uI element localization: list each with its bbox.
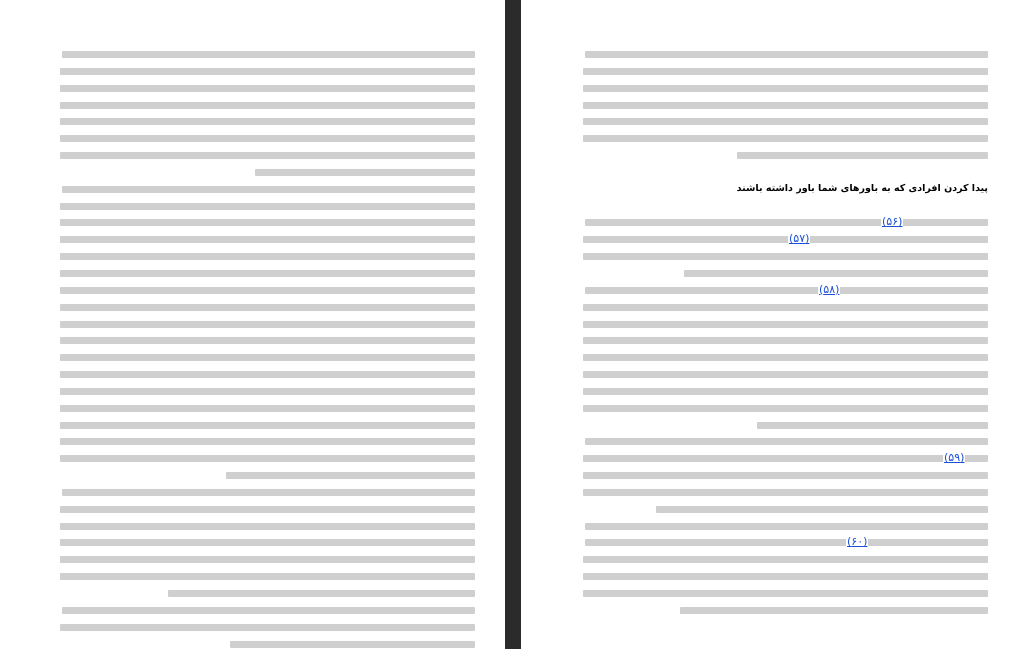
text-line-placeholder [583, 236, 988, 243]
text-line [60, 602, 475, 619]
text-line-placeholder [583, 489, 988, 496]
right-page-text [583, 46, 988, 619]
text-line-placeholder [583, 118, 988, 125]
text-line [60, 299, 475, 316]
page-gutter [505, 0, 521, 649]
footnote-link[interactable]: (۵۸) [819, 282, 840, 296]
text-line-placeholder [583, 253, 988, 260]
text-line [60, 433, 475, 450]
text-line [583, 551, 988, 568]
text-line [60, 383, 475, 400]
text-line [60, 265, 475, 282]
text-line-placeholder [60, 270, 475, 277]
text-line-placeholder [60, 388, 475, 395]
footnote-link[interactable]: (۵۶) [882, 215, 903, 229]
right-paragraph-1 [583, 214, 988, 281]
text-line-placeholder [680, 607, 988, 614]
text-line-placeholder [583, 590, 988, 597]
text-line [583, 585, 988, 602]
text-line [60, 349, 475, 366]
text-line-placeholder [60, 455, 475, 462]
right-body [583, 214, 988, 618]
text-line-placeholder [60, 337, 475, 344]
text-line-placeholder [60, 573, 475, 580]
right-paragraph-4 [583, 518, 988, 535]
text-line [60, 534, 475, 551]
text-line [60, 636, 475, 649]
text-line-placeholder [60, 152, 475, 159]
text-line [583, 534, 988, 551]
text-line-placeholder [62, 51, 475, 58]
text-line-placeholder [583, 135, 988, 142]
text-line [583, 400, 988, 417]
footnote-link[interactable]: (۵۷) [789, 232, 810, 246]
text-line-placeholder [60, 438, 475, 445]
text-line [60, 366, 475, 383]
left-paragraph-4 [60, 602, 475, 649]
text-line-placeholder [60, 219, 475, 226]
text-line [583, 63, 988, 80]
text-line-placeholder [226, 472, 475, 479]
text-line-placeholder [60, 287, 475, 294]
text-line [583, 80, 988, 97]
text-line [60, 97, 475, 114]
text-line-placeholder [757, 422, 988, 429]
text-line-placeholder [583, 68, 988, 75]
heading-spacer-top [583, 164, 988, 181]
text-line [583, 366, 988, 383]
text-line-placeholder [60, 354, 475, 361]
text-line [583, 231, 988, 248]
text-line [583, 46, 988, 63]
text-line [583, 130, 988, 147]
text-line-placeholder [583, 102, 988, 109]
left-paragraph-1 [60, 46, 475, 181]
text-line [60, 231, 475, 248]
text-line [60, 518, 475, 535]
left-page-text [60, 46, 475, 649]
text-line [60, 585, 475, 602]
left-paragraph-3 [60, 484, 475, 602]
text-line [60, 282, 475, 299]
text-line [583, 332, 988, 349]
text-line-placeholder [60, 203, 475, 210]
text-line-placeholder [737, 152, 988, 159]
text-line [60, 568, 475, 585]
text-line [60, 214, 475, 231]
text-line-placeholder [60, 556, 475, 563]
right-intro-lines [583, 46, 988, 164]
text-line [583, 602, 988, 619]
text-line [60, 501, 475, 518]
text-line-placeholder [60, 523, 475, 530]
text-line-placeholder [60, 102, 475, 109]
text-line [60, 619, 475, 636]
text-line [583, 433, 988, 450]
text-line [583, 349, 988, 366]
text-line-placeholder [230, 641, 475, 648]
text-line-placeholder [583, 354, 988, 361]
text-line [583, 147, 988, 164]
text-line [583, 568, 988, 585]
text-line [60, 181, 475, 198]
text-line-placeholder [583, 472, 988, 479]
text-line [60, 551, 475, 568]
text-line-placeholder [62, 489, 475, 496]
text-line-placeholder [60, 405, 475, 412]
text-line [60, 80, 475, 97]
text-line-placeholder [583, 321, 988, 328]
text-line [60, 417, 475, 434]
text-line-placeholder [585, 51, 988, 58]
right-paragraph-3 [583, 433, 988, 517]
text-line [583, 518, 988, 535]
text-line [583, 450, 988, 467]
section-heading: پیدا کردن افرادی که به باورهای شما باور داشته باشند [736, 182, 988, 194]
text-line [60, 46, 475, 63]
text-line [60, 316, 475, 333]
text-line-placeholder [585, 287, 988, 294]
text-line-placeholder [60, 371, 475, 378]
text-line [60, 113, 475, 130]
text-line [583, 383, 988, 400]
text-line-placeholder [684, 270, 988, 277]
text-line [60, 63, 475, 80]
right-page [521, 0, 1024, 649]
text-line-placeholder [585, 523, 988, 530]
text-line-placeholder [656, 506, 988, 513]
text-line-placeholder [583, 388, 988, 395]
text-line-placeholder [585, 438, 988, 445]
text-line [60, 130, 475, 147]
text-line [60, 164, 475, 181]
text-line-placeholder [583, 573, 988, 580]
text-line-placeholder [60, 85, 475, 92]
text-line-placeholder [60, 253, 475, 260]
text-line [583, 282, 988, 299]
left-page [0, 0, 505, 649]
text-line-placeholder [60, 422, 475, 429]
text-line [583, 248, 988, 265]
heading-spacer-bottom [583, 198, 988, 215]
text-line-placeholder [583, 405, 988, 412]
text-line-placeholder [60, 135, 475, 142]
text-line [60, 198, 475, 215]
right-paragraph-5 [583, 534, 988, 618]
text-line-placeholder [583, 455, 988, 462]
text-line-placeholder [585, 539, 988, 546]
footnote-link[interactable]: (۵۹) [944, 451, 965, 465]
text-line [60, 147, 475, 164]
text-line [583, 214, 988, 231]
text-line-placeholder [60, 236, 475, 243]
text-line-placeholder [60, 539, 475, 546]
text-line [583, 316, 988, 333]
text-line [60, 400, 475, 417]
text-line-placeholder [168, 590, 475, 597]
text-line-placeholder [62, 607, 475, 614]
text-line [60, 248, 475, 265]
text-line-placeholder [62, 186, 475, 193]
text-line-placeholder [583, 337, 988, 344]
text-line [583, 299, 988, 316]
left-paragraph-2 [60, 181, 475, 484]
text-line [583, 467, 988, 484]
text-line [583, 265, 988, 282]
text-line-placeholder [583, 304, 988, 311]
text-line [583, 501, 988, 518]
right-intro-paragraph [583, 46, 988, 164]
text-line-placeholder [60, 304, 475, 311]
text-line-placeholder [583, 371, 988, 378]
text-line [583, 484, 988, 501]
text-line-placeholder [60, 624, 475, 631]
text-line [60, 467, 475, 484]
text-line-placeholder [60, 118, 475, 125]
text-line [583, 113, 988, 130]
text-line [60, 332, 475, 349]
text-line-placeholder [60, 68, 475, 75]
text-line-placeholder [60, 321, 475, 328]
right-paragraph-2 [583, 282, 988, 434]
text-line-placeholder [60, 506, 475, 513]
text-line-placeholder [255, 169, 475, 176]
text-line-placeholder [583, 556, 988, 563]
text-line [583, 417, 988, 434]
text-line-placeholder [585, 219, 988, 226]
text-line-placeholder [583, 85, 988, 92]
text-line [60, 450, 475, 467]
footnote-link[interactable]: (۶۰) [847, 535, 868, 549]
text-line [60, 484, 475, 501]
text-line [583, 97, 988, 114]
